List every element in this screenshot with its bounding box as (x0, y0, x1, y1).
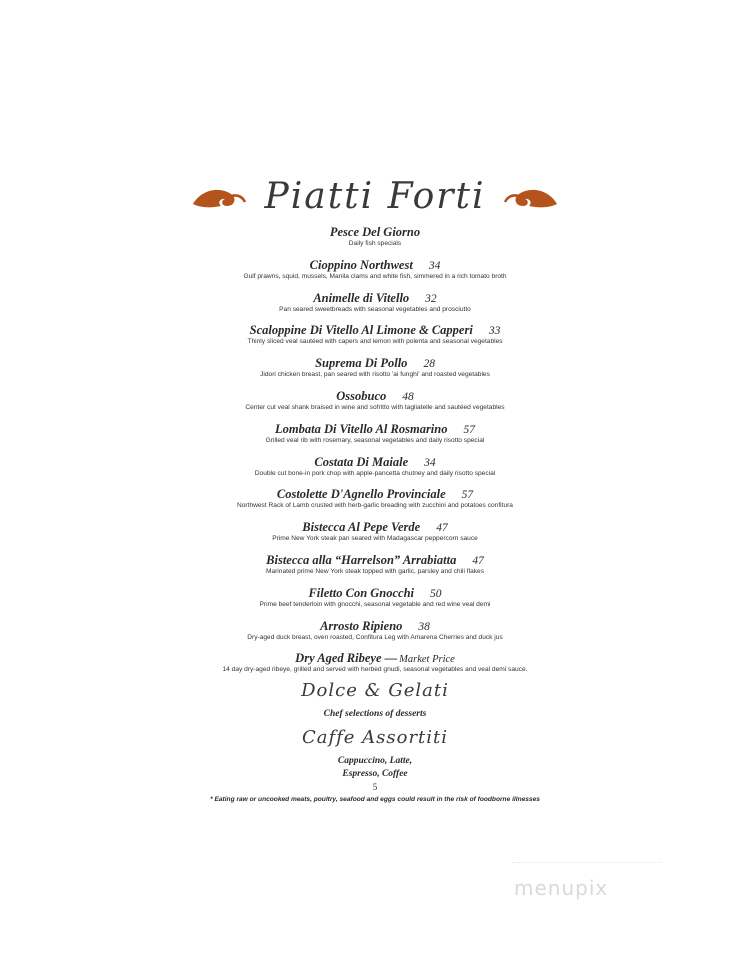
item-description: Prime New York steak pan seared with Madagascar peppercorn sauce (272, 535, 478, 543)
menu-item (0, 255, 750, 288)
left-swirl-ornament (191, 184, 247, 210)
item-description: Marinated prime New York steak topped with garlic, parsley and chili flakes (265, 567, 485, 575)
menu-items (0, 222, 750, 681)
item-name: Bistecca Al Pepe Verde (302, 520, 421, 535)
item-price: 34 (428, 259, 441, 272)
item-name: Scaloppine Di Vitello Al Limone & Capperi (249, 323, 473, 338)
item-name: Suprema Di Pollo (315, 356, 408, 371)
item-description: Grilled veal rib with rosemary, seasonal vegetables and daily risotto special (265, 436, 485, 444)
item-description: Daily fish specials (348, 240, 402, 247)
desserts-description: Chef selections of desserts (323, 709, 427, 719)
coffee-line-2: Espresso, Coffee (342, 769, 408, 779)
item-name: Lombata Di Vitello Al Rosmarino (275, 421, 448, 436)
item-price: Market Price (399, 654, 455, 666)
item-description: Gulf prawns, squid, mussels, Manila clams and white fish, simmered in a rich tomato broth (243, 272, 507, 280)
menu-item (0, 353, 750, 386)
coffee-price: 5 (372, 782, 378, 792)
menu-item (0, 616, 750, 649)
menu-item (0, 222, 750, 255)
item-name: Filetto Con Gnocchi (308, 585, 415, 600)
item-name: Bistecca alla “Harrelson” Arrabiatta (266, 552, 457, 567)
item-description: Jidori chicken breast, pan seared with risotto 'ai funghi' and roasted vegetables (260, 371, 490, 379)
menu-item (0, 419, 750, 452)
item-price: 33 (488, 325, 501, 338)
menu-item (0, 288, 750, 321)
item-description: 14 day dry-aged ribeye, grilled and served with herbed gnudi, seasonal vegetables and veal demi sauce. (222, 666, 528, 674)
page-title: Piatti Forti (264, 176, 486, 217)
item-name: Pesce Del Giorno (329, 225, 421, 239)
menu-item (0, 484, 750, 517)
menu-item (0, 583, 750, 616)
menu-item (0, 648, 750, 681)
item-description: Pan seared sweetbreads with seasonal vegetables and prosciutto (279, 305, 471, 313)
right-swirl-ornament (503, 184, 559, 210)
item-price: 38 (418, 620, 430, 633)
item-price: 47 (436, 522, 448, 535)
menu-item (0, 550, 750, 583)
menu-item (0, 517, 750, 550)
item-description: Double cut bone-in pork chop with apple-pancetta chutney and daily risotto special (254, 469, 496, 477)
item-price: 48 (402, 390, 414, 403)
item-name: Cioppino Northwest (309, 257, 413, 272)
item-name: Costolette D'Agnello Provinciale (276, 487, 446, 502)
watermark-divider (512, 862, 662, 864)
item-price: 32 (425, 292, 437, 305)
item-name: Dry Aged Ribeye — (295, 651, 398, 666)
item-description: Prime beef tenderloin with gnocchi, seasonal vegetable and red wine veal demi (259, 600, 491, 608)
item-description: Dry-aged duck breast, oven roasted, Confitura Leg with Amarena Cherries and duck jus (247, 633, 503, 641)
item-name: Animelle di Vitello (313, 290, 410, 305)
item-description: Northwest Rack of Lamb crusted with herb-garlic breading with zucchini and potatoes confitura (237, 502, 513, 510)
item-price: 47 (472, 554, 484, 567)
item-name: Costata Di Maiale (314, 454, 409, 469)
item-price: 57 (463, 423, 475, 436)
item-price: 28 (423, 358, 435, 371)
item-price: 34 (424, 456, 436, 469)
menu-item (0, 320, 750, 353)
coffee-line-1: Cappuccino, Latte, (337, 756, 413, 766)
menu-header (0, 172, 750, 222)
item-name: Arrosto Ripieno (320, 618, 403, 633)
section-title-coffee: Caffe Assortiti (301, 727, 449, 748)
item-price: 57 (461, 489, 474, 502)
item-description: Thinly sliced veal sautéed with capers and lemon with polenta and seasonal vegetables (247, 338, 503, 346)
foodborne-illness-note: * Eating raw or uncooked meats, poultry, seafood and eggs could result in the risk of foodborne illnesses (210, 796, 540, 803)
section-title-desserts: Dolce & Gelati (301, 680, 449, 701)
item-name: Ossobuco (336, 388, 387, 403)
menu-item (0, 386, 750, 419)
item-description: Center cut veal shank braised in wine and sofritto with tagliatelle and sautéed vegetables (245, 403, 505, 411)
item-price: 50 (430, 587, 442, 600)
menu-item (0, 452, 750, 485)
watermark-logo: menupix (514, 876, 609, 900)
